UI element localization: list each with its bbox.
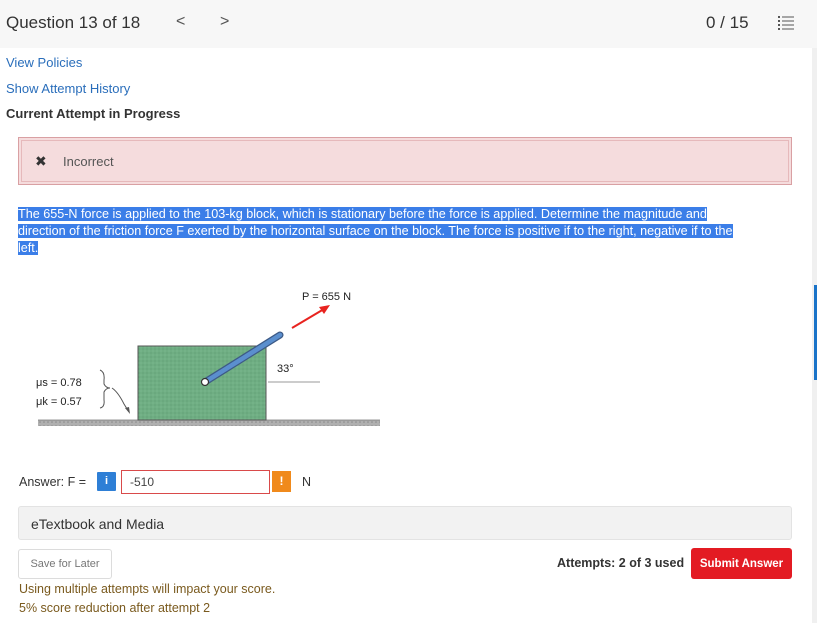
view-policies-link[interactable]: View Policies xyxy=(6,55,83,70)
problem-figure xyxy=(30,280,390,450)
etextbook-label: eTextbook and Media xyxy=(31,516,165,532)
warning-icon: ! xyxy=(272,471,291,492)
friction-arrowhead xyxy=(125,407,130,414)
submit-answer-button[interactable]: Submit Answer xyxy=(691,548,792,579)
answer-unit: N xyxy=(302,475,312,489)
question-line-3: left. xyxy=(18,241,39,255)
force-arrow xyxy=(292,309,324,328)
pin xyxy=(202,379,209,386)
force-label: P = 655 N xyxy=(302,291,352,303)
feedback-banner-inner xyxy=(21,140,789,182)
friction-brace xyxy=(100,370,110,408)
next-question-button[interactable]: > xyxy=(220,13,230,30)
angle-label: 33° xyxy=(277,363,294,375)
question-counter: Question 13 of 18 xyxy=(6,13,141,32)
show-attempt-history-link[interactable]: Show Attempt History xyxy=(6,81,131,96)
etextbook-media-panel[interactable] xyxy=(18,506,792,540)
ground-surface xyxy=(38,420,380,426)
force-arrowhead xyxy=(319,305,330,314)
attempts-warning-note: Using multiple attempts will impact your score. xyxy=(19,582,276,596)
feedback-text: Incorrect xyxy=(63,154,114,169)
question-text xyxy=(18,206,788,257)
feedback-banner xyxy=(18,137,792,185)
answer-label: Answer: F = xyxy=(19,475,87,489)
score-display: 0 / 15 xyxy=(706,13,749,32)
info-icon[interactable]: i xyxy=(97,472,116,491)
question-list-icon[interactable] xyxy=(778,15,794,31)
top-bar xyxy=(0,0,817,48)
kinetic-friction-label: μk = 0.57 xyxy=(36,396,82,408)
question-line-2: direction of the friction force F exerted by the horizontal surface on the block. The force is positive if to the right, negative if to the xyxy=(18,224,733,238)
score-reduction-note: 5% score reduction after attempt 2 xyxy=(19,601,211,615)
previous-question-button[interactable]: < xyxy=(176,13,186,30)
static-friction-label: μs = 0.78 xyxy=(36,377,82,389)
question-line-1: The 655-N force is applied to the 103-kg block, which is stationary before the force is applied. Determine the magnitude and xyxy=(18,207,707,221)
x-icon: ✖ xyxy=(35,153,47,169)
attempts-count: Attempts: 2 of 3 used xyxy=(557,556,685,570)
save-for-later-button[interactable]: Save for Later xyxy=(18,549,112,579)
answer-input[interactable] xyxy=(121,470,270,494)
attempt-status: Current Attempt in Progress xyxy=(6,106,181,121)
